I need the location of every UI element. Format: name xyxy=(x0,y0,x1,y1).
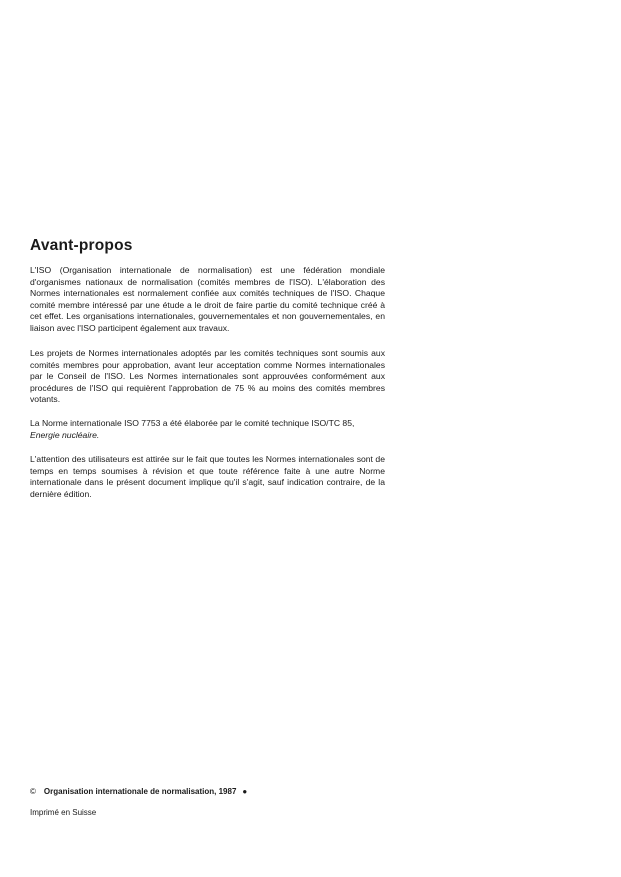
copyright-text: Organisation internationale de normalisation, 1987 xyxy=(43,787,237,796)
paragraph-revision-notice: L'attention des utilisateurs est attirée sur le fait que toutes les Normes internationales sont de temps en temps soumises à révision et que toute référence faite à une autre Norme internationale dans le présent document implique qu'il s'agit, sauf indication contraire, de la dernière édition. xyxy=(30,454,385,499)
copyright-line xyxy=(30,787,247,796)
page-title: Avant-propos xyxy=(30,237,133,254)
technical-committee-title: Energie nucléaire. xyxy=(30,429,100,440)
paragraph-approval-process: Les projets de Normes internationales adoptés par les comités techniques sont soumis aux comités membres pour approbation, avant leur acceptation comme Normes internationales par le Conseil de l'ISO. Les Normes internationales sont approuvées conformément aux procédures de l'ISO qui requièrent l'approbation de 75 % au moins des comités membres votants. xyxy=(30,348,385,405)
technical-committee-text: La Norme internationale ISO 7753 a été élaborée par le comité technique ISO/TC 85, xyxy=(30,418,355,428)
bullet-icon: ● xyxy=(242,787,248,796)
printed-location: Imprimé en Suisse xyxy=(30,808,97,817)
paragraph-iso-description: L'ISO (Organisation internationale de normalisation) est une fédération mondiale d'organismes nationaux de normalisation (comités membres de l'ISO). L'élaboration des Normes internationales est normalement confiée aux comités techniques de l'ISO. Chaque comité membre intéressé par une étude a le droit de faire partie du comité technique créé à cet effet. Les organisations internationales, gouvernementales et non gouvernementales, en liaison avec l'ISO participent également aux travaux. xyxy=(30,265,385,333)
copyright-symbol: © xyxy=(30,787,36,796)
paragraph-technical-committee xyxy=(30,418,385,441)
